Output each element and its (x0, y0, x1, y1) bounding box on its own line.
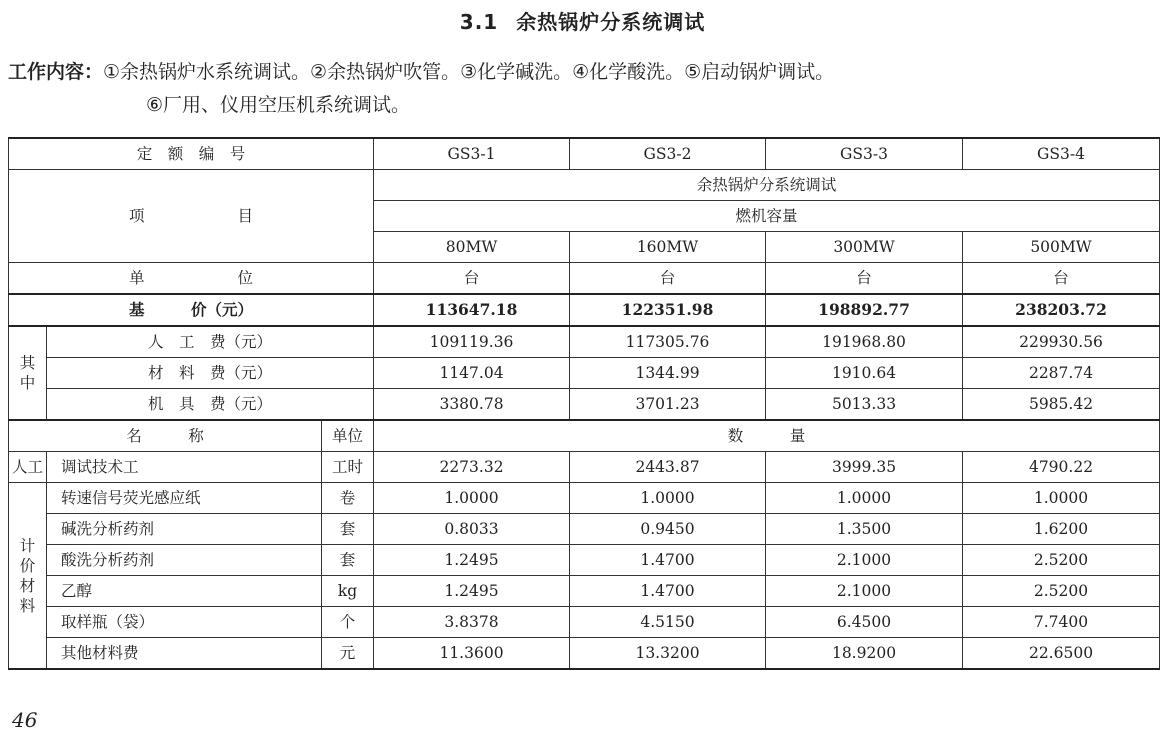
cost-cell: 3380.78 (374, 389, 570, 421)
material-cell: 6.4500 (766, 607, 963, 638)
material-unit: 套 (322, 514, 374, 545)
capacity-cell: 500MW (963, 232, 1160, 263)
quota-table (8, 137, 1160, 670)
material-group-label: 计 价 材 料 (9, 483, 47, 670)
material-cell: 1.3500 (766, 514, 963, 545)
unit-cell: 台 (570, 263, 766, 295)
labor-row (9, 452, 1160, 483)
capacity-cell: 160MW (570, 232, 766, 263)
material-cell: 4.5150 (570, 607, 766, 638)
cost-cell: 117305.76 (570, 326, 766, 358)
section-number: 3.1 (459, 10, 499, 34)
base-price-cell: 113647.18 (374, 294, 570, 326)
code-row (9, 138, 1160, 170)
cost-row (9, 389, 1160, 421)
code-cell: GS3-3 (766, 138, 963, 170)
labor-cell: 2273.32 (374, 452, 570, 483)
material-unit: kg (322, 576, 374, 607)
material-name: 取样瓶（袋） (47, 607, 322, 638)
quantity-header: 数 量 (374, 420, 1160, 452)
material-cell: 11.3600 (374, 638, 570, 670)
section-title: 余热锅炉分系统调试 (516, 10, 706, 34)
cost-cell: 5013.33 (766, 389, 963, 421)
material-row (9, 576, 1160, 607)
unit-cell: 台 (374, 263, 570, 295)
work-content-label: 工作内容： (8, 61, 104, 83)
unit-label: 单 位 (9, 263, 374, 295)
material-cell: 0.9450 (570, 514, 766, 545)
cost-cell: 109119.36 (374, 326, 570, 358)
base-price-cell: 198892.77 (766, 294, 963, 326)
material-unit: 套 (322, 545, 374, 576)
cost-cell: 191968.80 (766, 326, 963, 358)
material-cell: 7.7400 (963, 607, 1160, 638)
material-name: 转速信号荧光感应纸 (47, 483, 322, 514)
cost-cell: 1344.99 (570, 358, 766, 389)
material-row (9, 514, 1160, 545)
material-row (9, 607, 1160, 638)
labor-group-label: 人工 (9, 452, 47, 483)
of-which-label: 其 中 (9, 326, 47, 420)
item-title-row (9, 170, 1160, 201)
labor-unit: 工时 (322, 452, 374, 483)
unit-header: 单位 (322, 420, 374, 452)
material-cell: 2.1000 (766, 576, 963, 607)
cost-cell: 1147.04 (374, 358, 570, 389)
page-number: 46 (12, 708, 38, 732)
material-cell: 1.2495 (374, 545, 570, 576)
cost-cell: 1910.64 (766, 358, 963, 389)
work-content-line1: ①余热锅炉水系统调试。②余热锅炉吹管。③化学碱洗。④化学酸洗。⑤启动锅炉调试。 (103, 61, 835, 83)
item-label: 项 目 (9, 170, 374, 263)
cost-row (9, 358, 1160, 389)
material-unit: 元 (322, 638, 374, 670)
unit-cell: 台 (963, 263, 1160, 295)
material-row (9, 483, 1160, 514)
work-content-line2: ⑥厂用、仪用空压机系统调试。 (146, 94, 411, 116)
capacity-cell: 300MW (766, 232, 963, 263)
material-cell: 1.4700 (570, 545, 766, 576)
material-cell: 1.0000 (766, 483, 963, 514)
material-cell: 1.6200 (963, 514, 1160, 545)
capacity-cell: 80MW (374, 232, 570, 263)
material-cell: 13.3200 (570, 638, 766, 670)
code-cell: GS3-1 (374, 138, 570, 170)
labor-cell: 3999.35 (766, 452, 963, 483)
cost-cell: 5985.42 (963, 389, 1160, 421)
item-title: 余热锅炉分系统调试 (374, 170, 1160, 201)
cost-label: 机 具 费（元） (47, 389, 374, 421)
code-cell: GS3-4 (963, 138, 1160, 170)
cost-cell: 229930.56 (963, 326, 1160, 358)
material-name: 其他材料费 (47, 638, 322, 670)
labor-cell: 4790.22 (963, 452, 1160, 483)
column-header-row (9, 420, 1160, 452)
code-cell: GS3-2 (570, 138, 766, 170)
name-header: 名 称 (9, 420, 322, 452)
material-unit: 卷 (322, 483, 374, 514)
cost-row (9, 326, 1160, 358)
material-cell: 2.5200 (963, 545, 1160, 576)
unit-cell: 台 (766, 263, 963, 295)
material-row (9, 545, 1160, 576)
cost-label: 人 工 费（元） (47, 326, 374, 358)
material-cell: 18.9200 (766, 638, 963, 670)
base-price-label: 基 价（元） (9, 294, 374, 326)
base-price-cell: 238203.72 (963, 294, 1160, 326)
material-name: 碱洗分析药剂 (47, 514, 322, 545)
base-price-row (9, 294, 1160, 326)
cost-cell: 2287.74 (963, 358, 1160, 389)
material-cell: 22.6500 (963, 638, 1160, 670)
material-cell: 1.2495 (374, 576, 570, 607)
section-heading (0, 6, 1165, 35)
code-label: 定 额 编 号 (9, 138, 374, 170)
cost-cell: 3701.23 (570, 389, 766, 421)
material-name: 乙醇 (47, 576, 322, 607)
material-name: 酸洗分析药剂 (47, 545, 322, 576)
capacity-label: 燃机容量 (374, 201, 1160, 232)
material-cell: 1.0000 (374, 483, 570, 514)
labor-name: 调试技术工 (47, 452, 322, 483)
material-cell: 3.8378 (374, 607, 570, 638)
material-cell: 0.8033 (374, 514, 570, 545)
material-cell: 1.0000 (570, 483, 766, 514)
material-cell: 1.0000 (963, 483, 1160, 514)
material-cell: 2.1000 (766, 545, 963, 576)
unit-row (9, 263, 1160, 295)
base-price-cell: 122351.98 (570, 294, 766, 326)
labor-cell: 2443.87 (570, 452, 766, 483)
material-cell: 1.4700 (570, 576, 766, 607)
material-cell: 2.5200 (963, 576, 1160, 607)
material-row (9, 638, 1160, 670)
work-content (8, 56, 1158, 122)
cost-label: 材 料 费（元） (47, 358, 374, 389)
material-unit: 个 (322, 607, 374, 638)
